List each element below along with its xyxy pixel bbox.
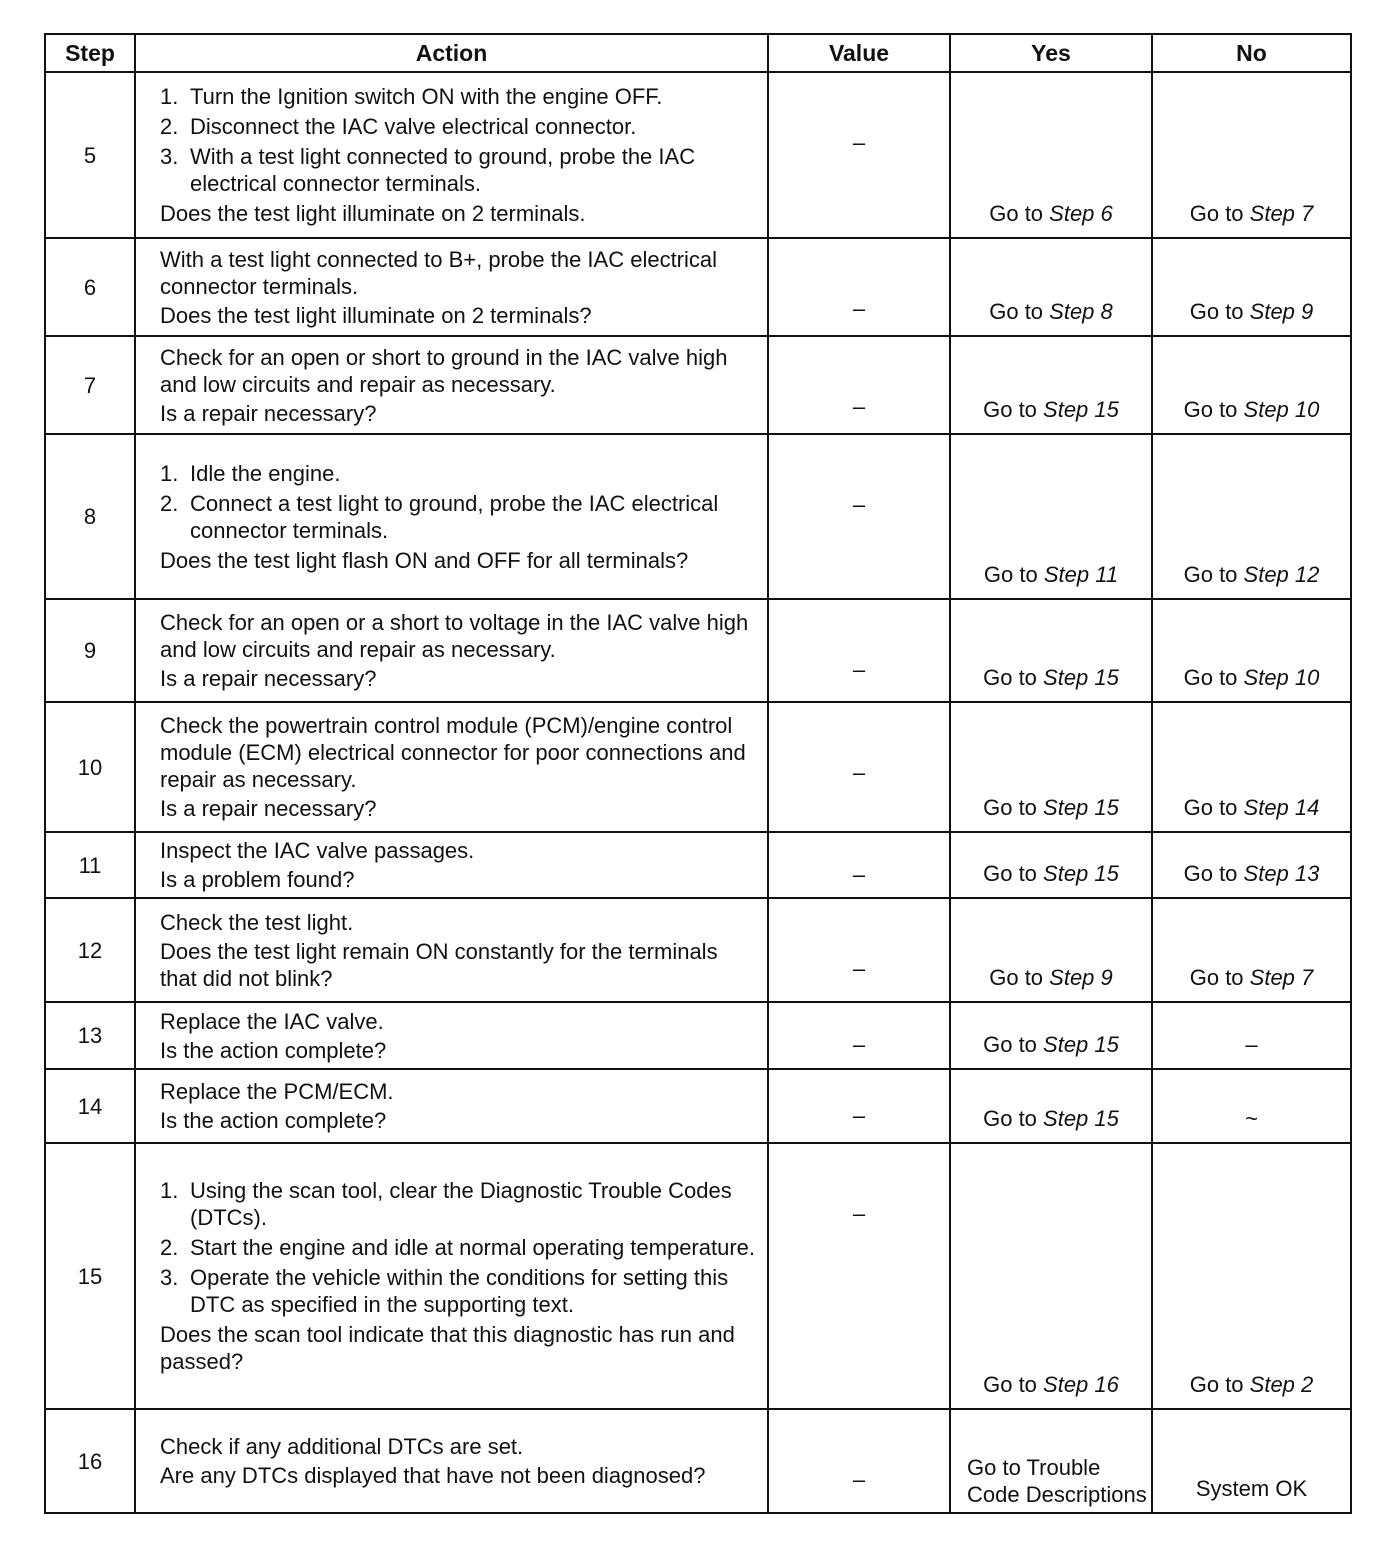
value-cell: –	[768, 702, 950, 832]
header-action: Action	[135, 34, 768, 72]
action-cell	[135, 238, 768, 336]
action-cell	[135, 336, 768, 434]
table-row	[45, 238, 1351, 336]
no-step-link: Step 14	[1243, 795, 1320, 820]
action-cell	[135, 1143, 768, 1409]
value-cell: –	[768, 72, 950, 238]
action-question: Does the test light remain ON constantly for the terminals that did not blink?	[160, 938, 718, 991]
yes-step-link: Step 8	[1049, 299, 1113, 324]
step-number: 6	[45, 238, 135, 336]
action-cell	[135, 434, 768, 599]
no-step-link: Step 2	[1249, 1372, 1314, 1397]
no-cell	[1152, 1002, 1351, 1069]
action-step-text: Turn the Ignition switch ON with the engine OFF.	[190, 84, 663, 109]
yes-cell	[950, 599, 1152, 702]
action-step-text: Start the engine and idle at normal operating temperature.	[190, 1235, 756, 1260]
action-step-item	[160, 490, 757, 544]
no-step-link: Step 12	[1243, 562, 1320, 587]
yes-step-link: Step 6	[1049, 201, 1113, 226]
header-no: No	[1152, 34, 1351, 72]
table-body	[45, 72, 1351, 1513]
step-number: 8	[45, 434, 135, 599]
step-number: 10	[45, 702, 135, 832]
no-prefix: Go to	[1189, 965, 1250, 990]
value-cell: –	[768, 336, 950, 434]
action-cell	[135, 702, 768, 832]
diagnostic-table	[44, 33, 1352, 1514]
table-row	[45, 434, 1351, 599]
no-cell	[1152, 1143, 1351, 1409]
action-question: Does the scan tool indicate that this diagnostic has run and passed?	[160, 1322, 735, 1374]
action-step-text: Connect a test light to ground, probe the IAC electrical connector terminals.	[190, 490, 719, 543]
yes-cell	[950, 1002, 1152, 1069]
action-text: Check the powertrain control module (PCM)/engine control module (ECM) electrical connector for poor connections and repair as necessary.	[160, 713, 746, 792]
yes-cell	[950, 72, 1152, 238]
yes-prefix: Go to	[989, 965, 1050, 990]
action-step-text: Disconnect the IAC valve electrical connector.	[190, 114, 637, 139]
no-step-link: Step 7	[1249, 965, 1314, 990]
no-prefix: Go to	[1183, 562, 1244, 587]
action-cell	[135, 599, 768, 702]
no-prefix: Go to	[1189, 1372, 1250, 1397]
table-row	[45, 1002, 1351, 1069]
yes-prefix: Go to	[983, 397, 1044, 422]
no-prefix: Go to	[1183, 795, 1244, 820]
yes-cell	[950, 1409, 1152, 1513]
no-step-link: Step 13	[1243, 861, 1320, 886]
yes-prefix: Go to	[983, 562, 1044, 587]
no-cell	[1152, 336, 1351, 434]
no-prefix: Go to	[1183, 861, 1244, 886]
table-row	[45, 336, 1351, 434]
action-question: Does the test light illuminate on 2 terminals.	[160, 201, 586, 226]
yes-cell	[950, 702, 1152, 832]
action-text: Inspect the IAC valve passages.	[160, 838, 475, 863]
action-question: Is a repair necessary?	[160, 796, 377, 821]
no-cell	[1152, 832, 1351, 898]
table-row	[45, 1069, 1351, 1143]
yes-cell	[950, 238, 1152, 336]
no-step-link: Step 10	[1243, 397, 1320, 422]
action-steps-list	[160, 83, 757, 197]
action-question: Is a repair necessary?	[160, 666, 377, 691]
yes-prefix: Go to	[983, 665, 1044, 690]
yes-cell	[950, 1069, 1152, 1143]
yes-step-link: Step 16	[1043, 1372, 1119, 1397]
action-cell	[135, 832, 768, 898]
yes-prefix: Go to	[989, 299, 1050, 324]
no-cell	[1152, 434, 1351, 599]
action-steps-list	[160, 460, 757, 544]
yes-text: Go to Trouble Code Descriptions	[967, 1455, 1147, 1507]
action-step-text: Idle the engine.	[190, 460, 341, 486]
yes-cell	[950, 832, 1152, 898]
yes-step-link: Step 15	[1043, 665, 1119, 690]
action-cell	[135, 1409, 768, 1513]
step-number: 5	[45, 72, 135, 238]
action-step-number: 3.	[160, 144, 179, 169]
yes-step-link: Step 11	[1043, 562, 1119, 587]
table-row	[45, 898, 1351, 1002]
action-steps-list	[160, 1177, 757, 1318]
yes-step-link: Step 15	[1043, 1106, 1119, 1131]
action-step-number: 3.	[160, 1265, 179, 1290]
table-row	[45, 832, 1351, 898]
table-row	[45, 599, 1351, 702]
value-cell: –	[768, 1409, 950, 1513]
no-step-link: Step 10	[1243, 665, 1320, 690]
step-number: 16	[45, 1409, 135, 1513]
action-text: With a test light connected to B+, probe the IAC electrical connector terminals.	[160, 246, 718, 299]
value-cell: –	[768, 599, 950, 702]
yes-step-link: Step 15	[1043, 397, 1119, 422]
value-cell: –	[768, 1002, 950, 1069]
action-cell	[135, 898, 768, 1002]
table-row	[45, 702, 1351, 832]
action-step-number: 2.	[160, 490, 179, 516]
no-step-link: Step 7	[1249, 201, 1314, 226]
value-cell: –	[768, 898, 950, 1002]
table-row	[45, 1409, 1351, 1513]
step-number: 7	[45, 336, 135, 434]
action-question: Is a problem found?	[160, 867, 355, 892]
action-step-item	[160, 1177, 757, 1231]
action-step-number: 1.	[160, 1178, 179, 1203]
value-cell: –	[768, 832, 950, 898]
action-text: Check for an open or a short to voltage in the IAC valve high and low circuits and repair as necessary.	[160, 610, 749, 662]
yes-prefix: Go to	[983, 861, 1044, 886]
yes-prefix: Go to	[989, 201, 1050, 226]
step-number: 15	[45, 1143, 135, 1409]
no-text: ~	[1245, 1106, 1258, 1131]
action-step-item	[160, 1234, 757, 1261]
yes-step-link: Step 15	[1043, 861, 1119, 886]
no-cell	[1152, 702, 1351, 832]
no-cell	[1152, 1069, 1351, 1143]
action-cell	[135, 1069, 768, 1143]
no-text: –	[1245, 1032, 1258, 1057]
value-cell: –	[768, 434, 950, 599]
yes-step-link: Step 15	[1043, 795, 1119, 820]
no-prefix: Go to	[1183, 397, 1244, 422]
action-step-item	[160, 460, 757, 487]
action-question: Does the test light illuminate on 2 terminals?	[160, 302, 592, 328]
action-question: Does the test light flash ON and OFF for all terminals?	[160, 547, 689, 573]
yes-cell	[950, 336, 1152, 434]
action-text: Replace the PCM/ECM.	[160, 1079, 394, 1104]
no-cell	[1152, 599, 1351, 702]
no-cell	[1152, 72, 1351, 238]
step-number: 14	[45, 1069, 135, 1143]
table-row	[45, 1143, 1351, 1409]
action-step-text: Operate the vehicle within the conditions for setting this DTC as specified in the supporting text.	[190, 1265, 729, 1317]
no-text: System OK	[1195, 1476, 1308, 1501]
value-cell: –	[768, 238, 950, 336]
value-cell: –	[768, 1143, 950, 1409]
header-yes: Yes	[950, 34, 1152, 72]
header-value: Value	[768, 34, 950, 72]
action-question: Are any DTCs displayed that have not been diagnosed?	[160, 1463, 706, 1488]
action-step-number: 1.	[160, 84, 179, 109]
action-question: Is a repair necessary?	[160, 400, 377, 426]
step-number: 13	[45, 1002, 135, 1069]
action-text: Check if any additional DTCs are set.	[160, 1434, 524, 1459]
action-step-number: 1.	[160, 460, 179, 486]
step-number: 12	[45, 898, 135, 1002]
action-question: Is the action complete?	[160, 1108, 387, 1133]
action-step-item	[160, 83, 757, 110]
table-row	[45, 72, 1351, 238]
action-step-text: With a test light connected to ground, probe the IAC electrical connector terminals.	[190, 144, 696, 196]
no-cell	[1152, 238, 1351, 336]
action-text: Check the test light.	[160, 909, 354, 935]
header-step: Step	[45, 34, 135, 72]
action-step-item	[160, 1264, 757, 1318]
action-text: Replace the IAC valve.	[160, 1008, 384, 1034]
action-step-number: 2.	[160, 114, 179, 139]
header-row	[45, 34, 1351, 72]
action-step-item	[160, 113, 757, 140]
no-step-link: Step 9	[1249, 299, 1314, 324]
yes-step-link: Step 9	[1049, 965, 1113, 990]
no-prefix: Go to	[1189, 201, 1250, 226]
no-cell	[1152, 1409, 1351, 1513]
step-number: 11	[45, 832, 135, 898]
no-prefix: Go to	[1183, 665, 1244, 690]
yes-cell	[950, 434, 1152, 599]
yes-prefix: Go to	[983, 1106, 1044, 1131]
no-prefix: Go to	[1189, 299, 1250, 324]
value-cell: –	[768, 1069, 950, 1143]
yes-prefix: Go to	[983, 795, 1044, 820]
action-question: Is the action complete?	[160, 1037, 387, 1063]
action-cell	[135, 1002, 768, 1069]
action-step-text: Using the scan tool, clear the Diagnostic Trouble Codes (DTCs).	[190, 1178, 732, 1230]
yes-prefix: Go to	[983, 1372, 1044, 1397]
action-text: Check for an open or short to ground in the IAC valve high and low circuits and repair as necessary.	[160, 344, 728, 397]
yes-cell	[950, 1143, 1152, 1409]
yes-prefix: Go to	[983, 1032, 1044, 1057]
action-step-item	[160, 143, 757, 197]
no-cell	[1152, 898, 1351, 1002]
action-cell	[135, 72, 768, 238]
yes-step-link: Step 15	[1043, 1032, 1119, 1057]
yes-cell	[950, 898, 1152, 1002]
step-number: 9	[45, 599, 135, 702]
action-step-number: 2.	[160, 1235, 179, 1260]
